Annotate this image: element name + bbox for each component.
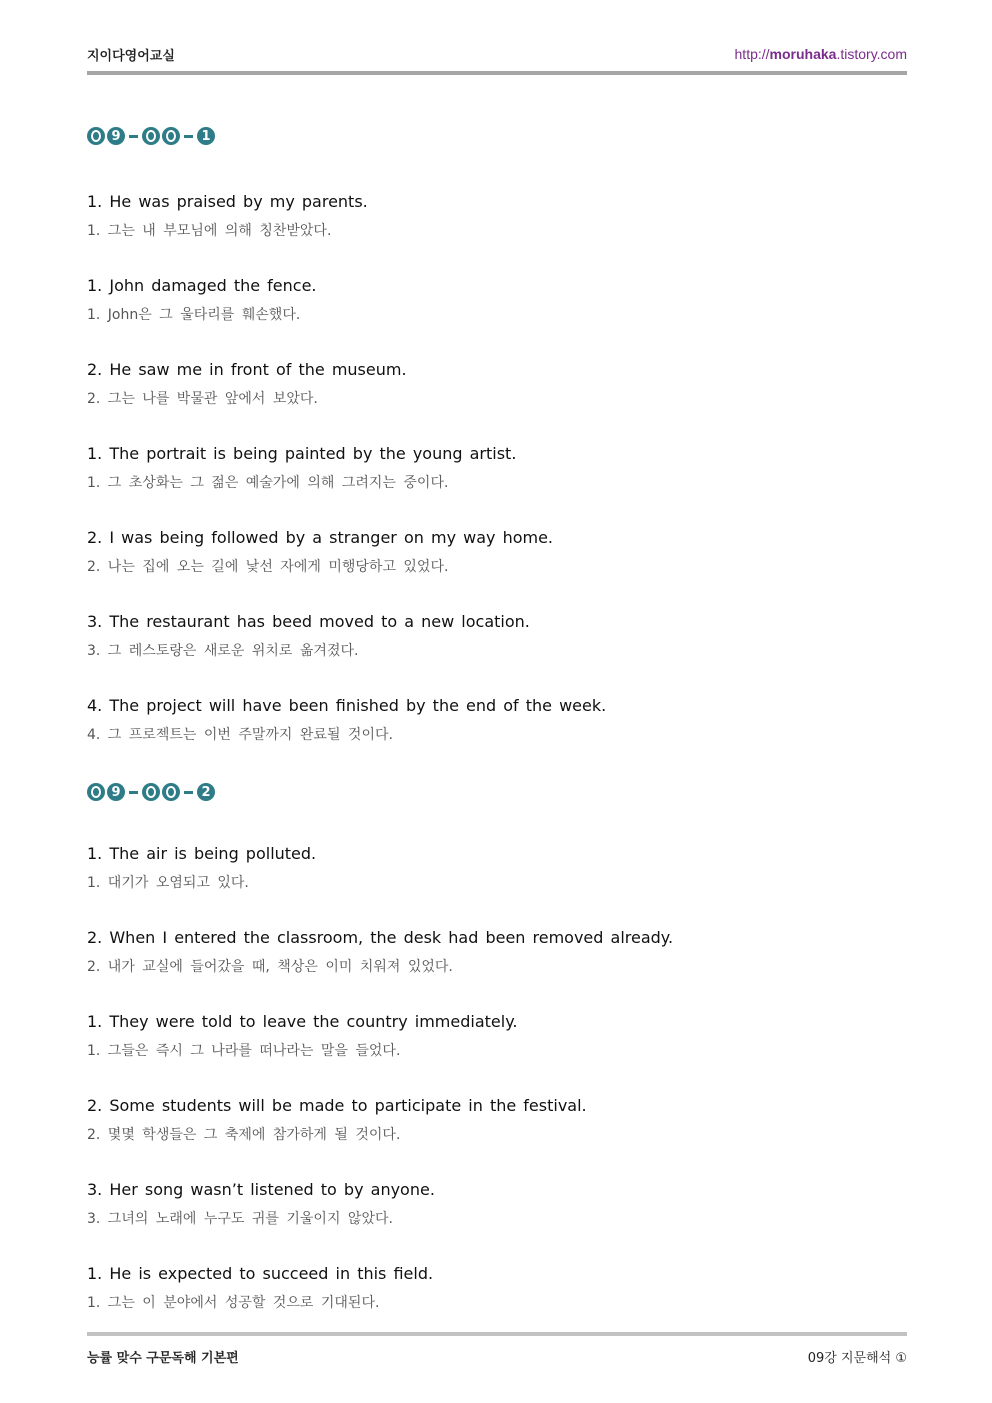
url-suffix: .tistory.com xyxy=(836,46,907,62)
section-heading-2 xyxy=(87,781,215,803)
sentence-pair xyxy=(87,276,317,324)
english-sentence: 1. He was praised by my parents. xyxy=(87,192,368,211)
section-heading-1 xyxy=(87,125,215,147)
korean-translation: 2. 내가 교실에 들어갔을 때, 책상은 이미 치워져 있었다. xyxy=(87,959,453,975)
korean-translation: 2. 몇몇 학생들은 그 축제에 참가하게 될 것이다. xyxy=(87,1127,401,1143)
digit-zero-circle xyxy=(142,127,160,145)
korean-translation: 1. 그 초상화는 그 젊은 예술가에 의해 그려지는 중이다. xyxy=(87,475,449,491)
sentence-pair xyxy=(87,612,530,660)
digit-zero-circle xyxy=(162,783,180,801)
korean-translation: 1. 그는 이 분야에서 성공할 것으로 기대된다. xyxy=(87,1295,380,1311)
korean-translation: 3. 그녀의 노래에 누구도 귀를 기울이지 않았다. xyxy=(87,1211,393,1227)
korean-translation: 3. 그 레스토랑은 새로운 위치로 옮겨졌다. xyxy=(87,643,359,659)
digit-zero-circle xyxy=(87,127,105,145)
sentence-pair xyxy=(87,844,316,892)
digit-nine-circle: 9 xyxy=(107,783,125,801)
page-footer xyxy=(87,1346,907,1366)
sentence-pair xyxy=(87,444,516,492)
heading-dash xyxy=(129,135,138,138)
heading-dash xyxy=(184,791,193,794)
korean-translation: 1. John은 그 울타리를 훼손했다. xyxy=(87,307,301,323)
sentence-pair xyxy=(87,1096,587,1144)
korean-translation: 4. 그 프로젝트는 이번 주말까지 완료될 것이다. xyxy=(87,727,393,743)
sentence-pair xyxy=(87,192,368,240)
sentence-pair xyxy=(87,928,673,976)
digit-zero-circle xyxy=(87,783,105,801)
sentence-pair xyxy=(87,528,553,576)
heading-dash xyxy=(129,791,138,794)
url-prefix: http:// xyxy=(734,46,770,62)
korean-translation: 2. 그는 나를 박물관 앞에서 보았다. xyxy=(87,391,318,407)
digit-zero-circle xyxy=(162,127,180,145)
footer-divider xyxy=(87,1332,907,1336)
sentence-pair xyxy=(87,1012,517,1060)
korean-translation: 1. 그들은 즉시 그 나라를 떠나라는 말을 들었다. xyxy=(87,1043,401,1059)
sentence-pair xyxy=(87,1180,435,1228)
sentence-pair xyxy=(87,1264,433,1312)
english-sentence: 4. The project will have been finished by the end of the week. xyxy=(87,696,607,715)
korean-translation: 1. 대기가 오염되고 있다. xyxy=(87,875,249,891)
english-sentence: 2. He saw me in front of the museum. xyxy=(87,360,407,379)
korean-translation: 2. 나는 집에 오는 길에 낯선 자에게 미행당하고 있었다. xyxy=(87,559,449,575)
english-sentence: 1. The air is being polluted. xyxy=(87,844,317,863)
url-bold: moruhaka xyxy=(769,46,837,62)
footer-book-title: 능률 맞수 구문독해 기본편 xyxy=(87,1350,239,1366)
english-sentence: 1. The portrait is being painted by the young artist. xyxy=(87,444,517,463)
digit-nine-circle: 9 xyxy=(107,127,125,145)
english-sentence: 3. Her song wasn’t listened to by anyone. xyxy=(87,1180,435,1199)
digit-zero-circle xyxy=(142,783,160,801)
english-sentence: 2. When I entered the classroom, the desk had been removed already. xyxy=(87,928,674,947)
english-sentence: 1. He is expected to succeed in this field. xyxy=(87,1264,434,1283)
english-sentence: 1. They were told to leave the country immediately. xyxy=(87,1012,518,1031)
heading-dash xyxy=(184,135,193,138)
header-url-link[interactable] xyxy=(735,46,907,62)
english-sentence: 1. John damaged the fence. xyxy=(87,276,317,295)
sentence-pair xyxy=(87,360,407,408)
english-sentence: 2. I was being followed by a stranger on my way home. xyxy=(87,528,554,547)
footer-chapter-label: 09강 지문해석 ① xyxy=(807,1350,907,1366)
digit-one-circle: 1 xyxy=(197,127,215,145)
digit-two-circle: 2 xyxy=(197,783,215,801)
korean-translation: 1. 그는 내 부모님에 의해 칭찬받았다. xyxy=(87,223,332,239)
page-header xyxy=(87,44,907,64)
header-title: 지이다영어교실 xyxy=(87,48,175,64)
english-sentence: 3. The restaurant has beed moved to a new location. xyxy=(87,612,530,631)
english-sentence: 2. Some students will be made to participate in the festival. xyxy=(87,1096,587,1115)
sentence-pair xyxy=(87,696,606,744)
header-divider xyxy=(87,71,907,75)
